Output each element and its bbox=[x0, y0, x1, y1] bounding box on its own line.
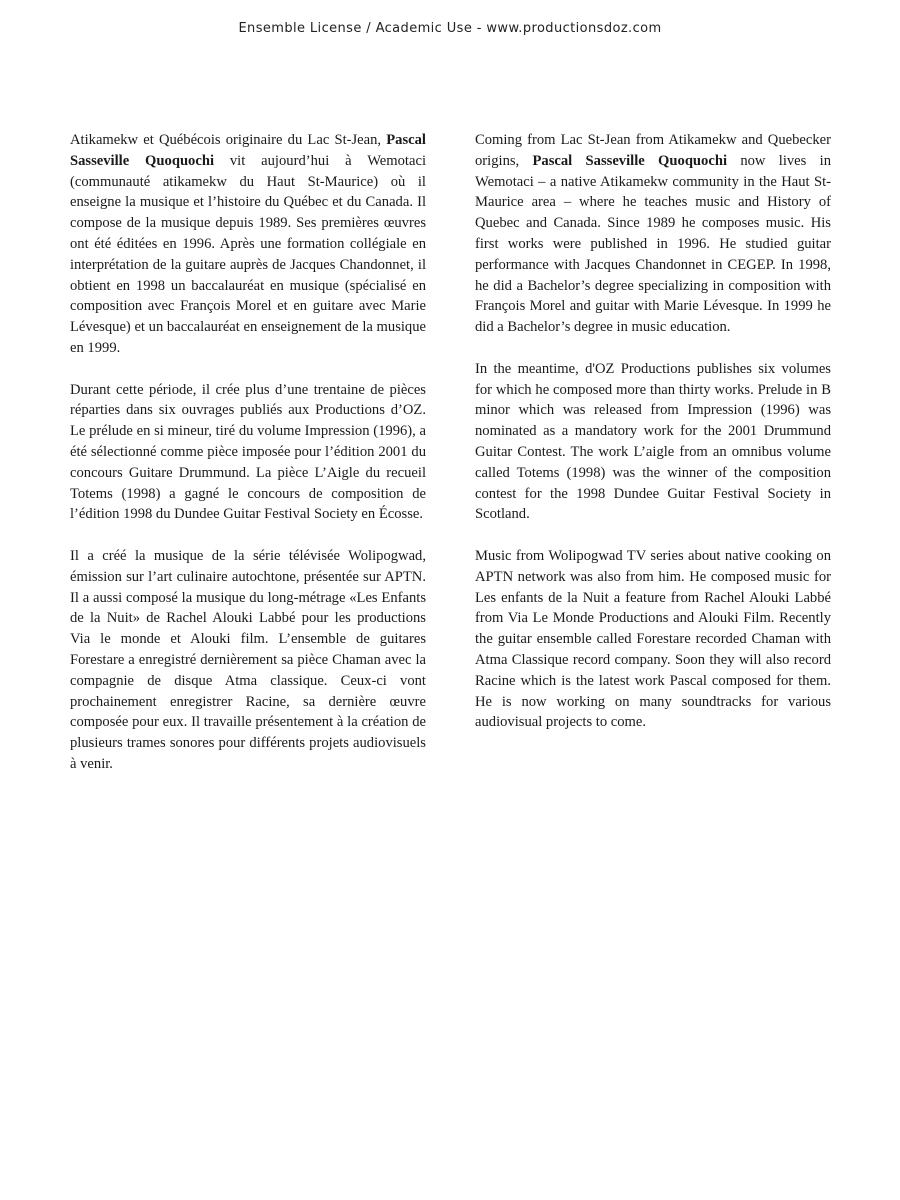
english-p1-body: now lives in Wemotaci – a native Atikamekw community in the Haut St-Maurice area – where he teaches music and History of Quebec and Canada. Since 1989 he composes music. His first works were published in 1996. He studied guitar performance with Jacques Chandonnet in CEGEP. In 1998, he did a Bachelor’s degree specializing in composition with François Morel and guitar with Marie Lévesque. In 1999 he did a Bachelor’s degree in music education. bbox=[475, 152, 831, 336]
english-paragraph-1 bbox=[475, 130, 831, 338]
english-composer-name: Pascal Sasseville Quoquochi bbox=[532, 152, 727, 169]
english-paragraph-3: Music from Wolipogwad TV series about native cooking on APTN network was also from him. He composed music for Les enfants de la Nuit a feature from Rachel Alouki Labbé from Via Le Monde Productions and Alouki Film. Recently the guitar ensemble called Forestare recorded Chaman with Atma Classique record company. Soon they will also record Racine which is the latest work Pascal composed for them. He is now working on many soundtracks for various audiovisual projects to come. bbox=[475, 547, 831, 731]
french-paragraph-2: Durant cette période, il crée plus d’une trentaine de pièces réparties dans six ouvrages publiés aux Productions d’OZ. Le prélude en si mineur, tiré du volume Impression (1996), a été sélectionné comme pièce imposée pour l’édition 2001 du concours Guitare Drummund. La pièce L’Aigle du recueil Totems (1998) a gagné le concours de composition de l’édition 1998 du Dundee Guitar Festival Society en Écosse. bbox=[70, 381, 426, 523]
english-paragraph-2: In the meantime, d'OZ Productions publishes six volumes for which he composed more than thirty works. Prelude in B minor which was released from Impression (1996) was nominated as a mandatory work for the 2001 Drummund Guitar Contest. The work L’aigle from an omnibus volume called Totems (1998) was the winner of the composition contest for the 1998 Dundee Guitar Festival Society in Scotland. bbox=[475, 360, 831, 523]
french-biography-column bbox=[70, 130, 426, 796]
french-paragraph-3: Il a créé la musique de la série télévisée Wolipogwad, émission sur l’art culinaire autochtone, présentée sur APTN. Il a aussi composé la musique du long-métrage «Les Enfants de la Nuit» de Rachel Alouki Labbé pour les productions Via le monde et Alouki film. L’ensemble de guitares Forestare a enregistré dernièrement sa pièce Chaman avec la compagnie de disque Atma classique. Ceux-ci vont prochainement enregistrer Racine, sa dernière œuvre composée pour eux. Il travaille présentement à la création de plusieurs trames sonores pour différents projets audiovisuels à venir. bbox=[70, 547, 426, 772]
french-paragraph-1 bbox=[70, 130, 426, 359]
french-p1-intro: Atikamekw et Québécois originaire du Lac St-Jean, bbox=[70, 132, 387, 148]
english-p1-intro: Coming from Lac St-Jean from Atikamekw and Quebecker origins, bbox=[475, 132, 831, 169]
french-p1-body: vit aujourd’hui à Wemotaci (communauté atikamekw du Haut St-Maurice) où il enseigne la musique et l’histoire du Québec et du Canada. Il compose de la musique depuis 1989. Ses premières œuvres ont été éditées en 1996. Après une formation collégiale en interprétation de la guitare auprès de Jacques Chandonnet, il obtient en 1998 un baccalauréat en musique (spécialisé en composition avec François Morel et en guitare avec Marie Lévesque) et un baccalauréat en enseignement de la musique en 1999. bbox=[70, 152, 426, 356]
license-header: Ensemble License / Academic Use - www.productionsdoz.com bbox=[238, 21, 662, 36]
french-composer-name: Pascal Sasseville Quoquochi bbox=[70, 132, 426, 169]
english-biography-column bbox=[475, 130, 831, 754]
